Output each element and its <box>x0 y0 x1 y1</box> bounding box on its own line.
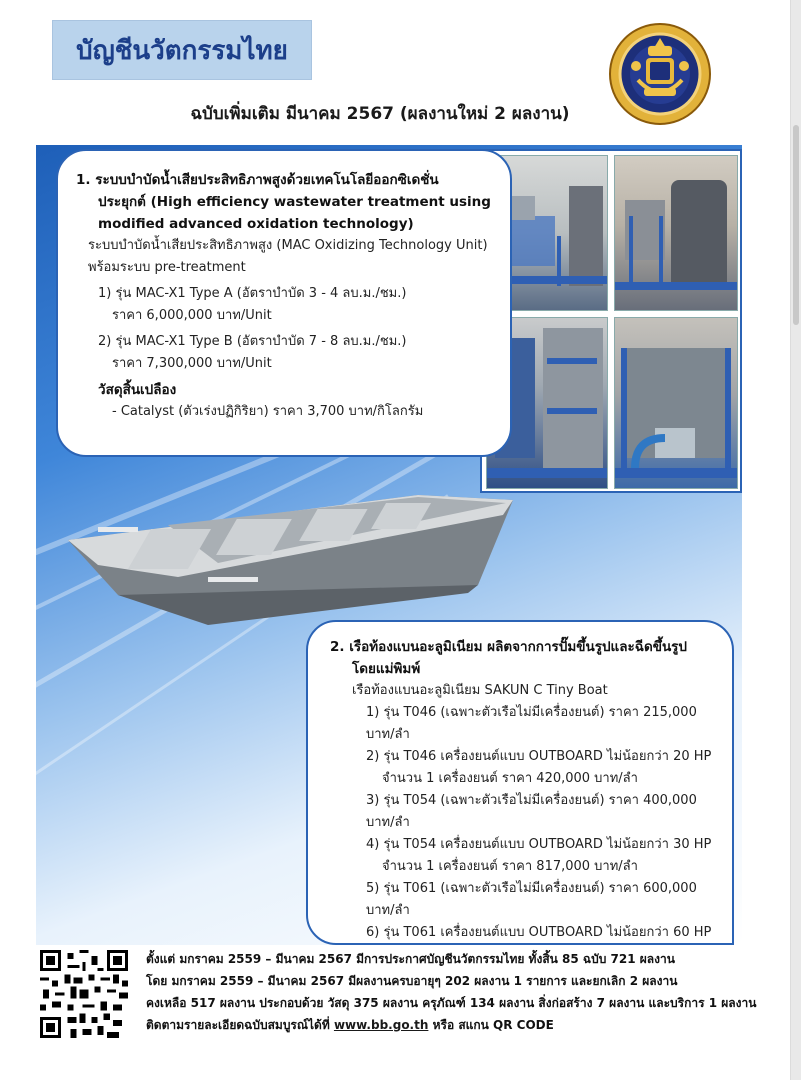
item-2-model-line: 6) รุ่น T061 เครื่องยนต์แบบ OUTBOARD ไม่น้อยกว่า 60 HP <box>366 925 712 940</box>
photo-treatment-unit-4 <box>614 317 738 489</box>
scrollbar[interactable] <box>790 0 801 1080</box>
scrollbar-thumb[interactable] <box>793 125 799 325</box>
item-1-model-name: 1) รุ่น MAC-X1 Type A (อัตราบำบัด 3 - 4 ลบ.ม./ชม.) <box>98 286 407 301</box>
item-2-model-detail: จำนวน 1 เครื่องยนต์ ราคา 817,000 บาท/ลำ <box>382 859 638 874</box>
consumables-heading: วัสดุสิ้นเปลือง <box>98 382 177 398</box>
footer-line <box>146 1014 766 1036</box>
qr-code-icon[interactable] <box>40 950 128 1038</box>
footer-line-prefix: ติดตามรายละเอียดฉบับสมบูรณ์ได้ที่ <box>146 1018 334 1032</box>
item-2-heading: โดยแม่พิมพ์ <box>352 661 421 677</box>
item-2-card <box>306 620 734 945</box>
item-2-model-line: 1) รุ่น T046 (เฉพาะตัวเรือไม่มีเครื่องยนต์) ราคา 215,000 บาท/ลำ <box>366 705 697 742</box>
item-2-model-detail <box>330 944 716 945</box>
item-1-heading: ประยุกต์ (High efficiency wastewater treatment using <box>98 194 491 210</box>
page-title: บัญชีนวัตกรรมไทย <box>76 35 288 66</box>
photo-treatment-unit-2 <box>614 155 738 311</box>
item-2-description: เรือท้องแบนอะลูมิเนียม SAKUN C Tiny Boat <box>352 683 608 698</box>
item-2-model-line: 2) รุ่น T046 เครื่องยนต์แบบ OUTBOARD ไม่น้อยกว่า 20 HP <box>366 749 712 764</box>
item-2-model-detail: จำนวน 1 เครื่องยนต์ ราคา 420,000 บาท/ลำ <box>382 771 638 786</box>
consumable-item: - Catalyst (ตัวเร่งปฏิกิริยา) ราคา 3,700 บาท/กิโลกรัม <box>112 404 424 419</box>
footer-line-suffix: หรือ สแกน QR CODE <box>428 1018 554 1032</box>
item-1-model-name: 2) รุ่น MAC-X1 Type B (อัตราบำบัด 7 - 8 ลบ.ม./ชม.) <box>98 334 407 349</box>
item-1-heading: modified advanced oxidation technology) <box>98 216 414 232</box>
aluminum-boat-image <box>58 465 528 625</box>
item-2-model-line: 5) รุ่น T061 (เฉพาะตัวเรือไม่มีเครื่องยนต์) ราคา 600,000 บาท/ลำ <box>366 881 697 918</box>
item-2-model-line: 3) รุ่น T054 (เฉพาะตัวเรือไม่มีเครื่องยนต์) ราคา 400,000 บาท/ลำ <box>366 793 697 830</box>
footer-line: โดย มกราคม 2559 – มีนาคม 2567 มีผลงานครบอายุๆ 202 ผลงาน 1 รายการ และยกเลิก 2 ผลงาน <box>146 974 678 988</box>
item-1-card <box>56 149 512 457</box>
item-1-description: พร้อมระบบ pre-treatment <box>88 260 246 275</box>
government-agency-seal-icon <box>608 22 712 126</box>
item-1-model-price: ราคา 6,000,000 บาท/Unit <box>112 308 272 323</box>
item-1-heading: 1. ระบบบำบัดน้ำเสียประสิทธิภาพสูงด้วยเทคโนโลยีออกซิเดชั่น <box>76 172 439 188</box>
page-title-banner <box>52 20 312 80</box>
website-link[interactable]: www.bb.go.th <box>333 1018 429 1032</box>
footer-line: คงเหลือ 517 ผลงาน ประกอบด้วย วัสดุ 375 ผลงาน ครุภัณฑ์ 134 ผลงาน สิ่งก่อสร้าง 7 ผลงาน และบริการ 1 ผลงาน <box>146 996 757 1010</box>
wastewater-system-photos <box>480 149 742 493</box>
content-area <box>36 145 742 945</box>
item-2-model-line: 4) รุ่น T054 เครื่องยนต์แบบ OUTBOARD ไม่น้อยกว่า 30 HP <box>366 837 712 852</box>
page-subtitle: ฉบับเพิ่มเติม มีนาคม 2567 (ผลงานใหม่ 2 ผลงาน) <box>190 104 570 124</box>
item-2-heading: 2. เรือท้องแบนอะลูมิเนียม ผลิตจากการปั๊มขึ้นรูปและฉีดขึ้นรูป <box>330 639 688 655</box>
item-1-model-price: ราคา 7,300,000 บาท/Unit <box>112 356 272 371</box>
footer-line: ตั้งแต่ มกราคม 2559 – มีนาคม 2567 มีการประกาศบัญชีนวัตกรรมไทย ทั้งสิ้น 85 ฉบับ 721 ผลงาน <box>146 952 675 966</box>
footer <box>40 948 760 1048</box>
item-1-description: ระบบบำบัดน้ำเสียประสิทธิภาพสูง (MAC Oxidizing Technology Unit) <box>88 238 488 253</box>
